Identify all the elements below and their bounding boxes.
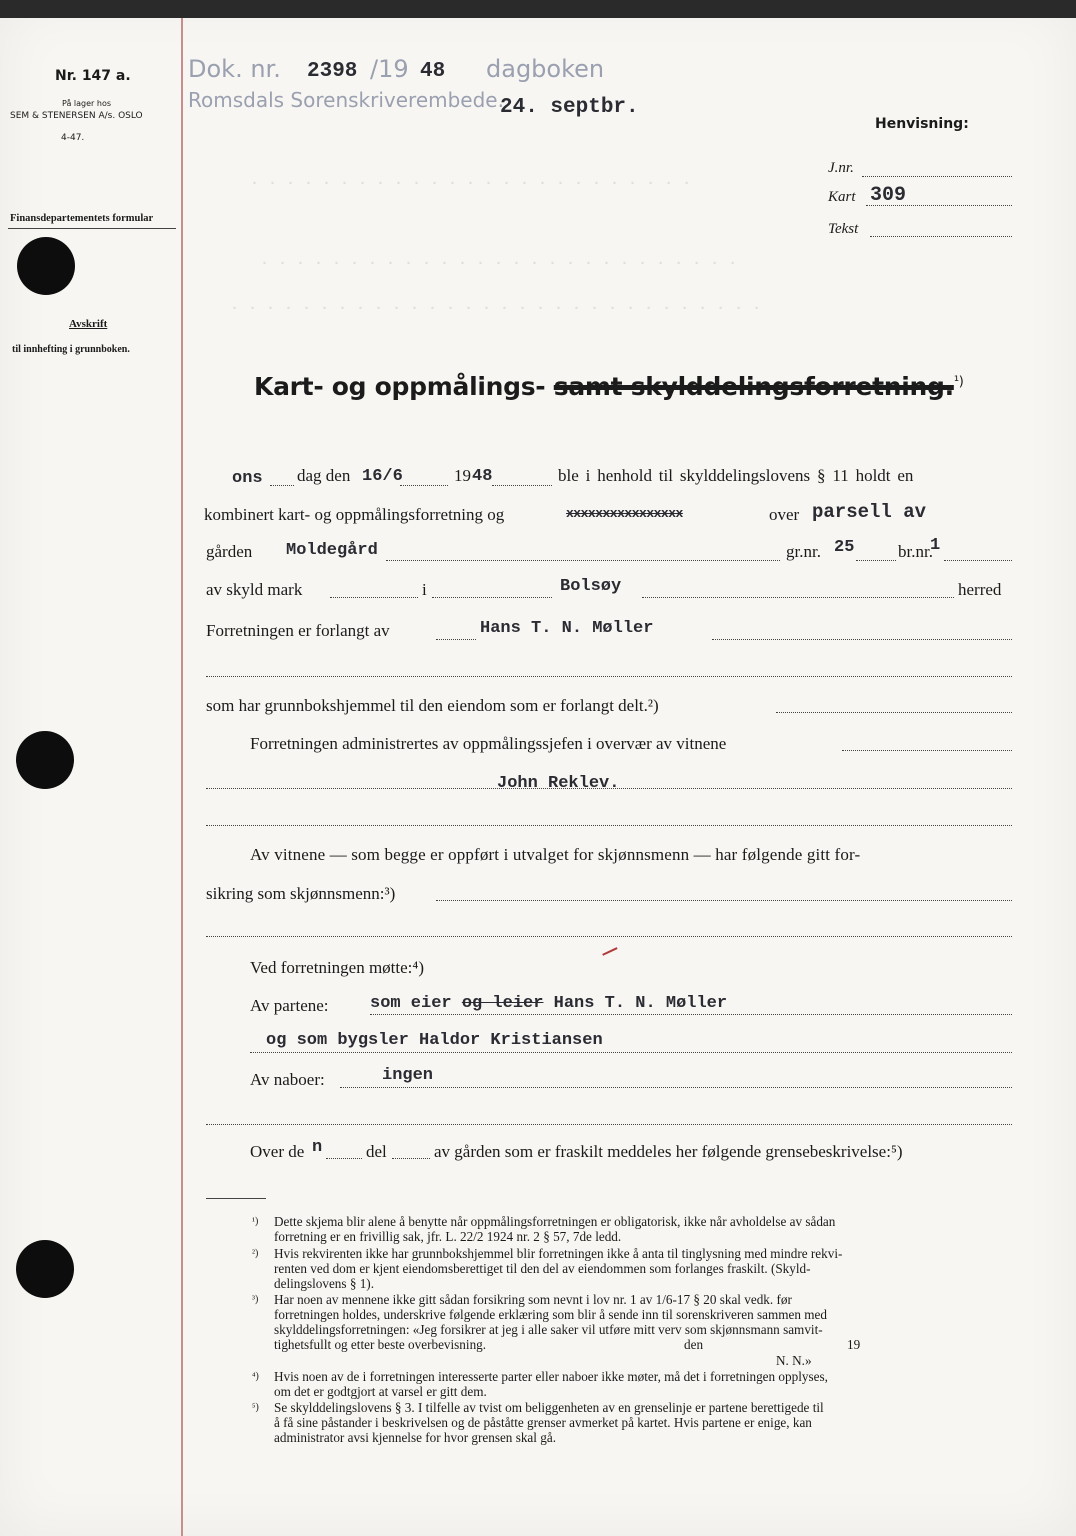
line10b-dots (206, 936, 1012, 937)
footnote-3-19: 19 (847, 1337, 861, 1352)
line12-text: Av partene: (250, 996, 329, 1015)
footnote-1-line-2: forretning er en frivillig sak, jfr. L. 22/2 1924 nr. 2 § 57, 7de ledd. (274, 1229, 622, 1244)
scan-top-edge (0, 0, 1076, 18)
line1-date-filled: 16/6 (362, 467, 403, 486)
line4-text-b: herred (958, 580, 1002, 599)
line10-text: sikring som skjønnsmenn:³) (206, 884, 396, 903)
line4-text-a: av skyld mark (206, 580, 303, 599)
jnr-line (862, 176, 1012, 177)
line8-witness: John Reklev. (497, 774, 620, 793)
line8b-dots (206, 825, 1012, 826)
footnote-5-mark: ⁵) (252, 1402, 259, 1413)
line15-text-a: Over de (250, 1142, 305, 1161)
line12-filled-struck: og leier (461, 994, 544, 1013)
publisher-date: 4-47. (61, 133, 85, 143)
line1-date-dots (400, 485, 448, 486)
footnote-5-line-1: Se skylddelingslovens § 3. I tilfelle av tvist om beliggenheten av en grenselinje er partene berettigede til (274, 1400, 824, 1415)
line6-text: som har grunnbokshjemmel til den eiendom som er forlangt delt.²) (206, 696, 659, 715)
footnote-3-line-2: forretningen holdes, underskrive følgende erklæring som blir å sende inn til sorenskriveren sammen med (274, 1307, 827, 1322)
stamp-doc-label: Dok. nr. (188, 55, 281, 83)
line1-year-dots (492, 485, 552, 486)
line1-day-filled: ons (232, 469, 263, 488)
title-footnote-mark: ¹) (953, 374, 964, 390)
line12-filled (370, 994, 727, 1013)
line2-text-b: over (769, 505, 800, 524)
stamp-doc-number: 2398 (307, 60, 358, 83)
line1-year-prefix: 19 (454, 466, 471, 485)
stamp-slash-year: /19 (370, 55, 409, 83)
line9-text: Av vitnene — som begge er oppført i utvalget for skjønnsmenn — har følgende gitt for- (250, 845, 861, 864)
line10-dots (436, 900, 1012, 901)
line1-day-dots (270, 485, 294, 486)
stamp-dagbok: dagboken (486, 55, 605, 83)
publisher-line-2: SEM & STENERSEN A/s. OSLO (10, 111, 143, 121)
margin-rule (181, 18, 183, 1536)
line12-filled-2: Hans T. N. Møller (553, 994, 728, 1013)
form-owner: Finansdepartementets formular (10, 213, 154, 224)
form-number: Nr. 147 a. (55, 68, 131, 84)
footnote-2-line-3: delingslovens § 1). (274, 1276, 374, 1291)
kart-label: Kart (828, 189, 856, 205)
line15-text-c: av gården som er fraskilt meddeles her følgende grensebeskrivelse:⁵) (434, 1142, 903, 1161)
line5b-dots (206, 676, 1012, 677)
footnote-5-line-2: å få sine påstander i beskrivelsen og de påståtte grenser avmerket på kartet. Hvis partene er enige, kan (274, 1415, 812, 1430)
line13-dots (250, 1052, 1012, 1053)
footnote-1-line-1: Dette skjema blir alene å benytte når oppmålingsforretningen er obligatorisk, ikke når avholdelse av sådan (274, 1214, 836, 1229)
line12-filled-1: som eier (370, 994, 452, 1013)
line3-grnr: 25 (834, 538, 855, 557)
line14-text: Av naboer: (250, 1070, 325, 1089)
stamp-date: 24. septbr. (500, 96, 639, 119)
footnote-4-line-2: om det er godtgjort at varsel er gitt dem. (274, 1384, 487, 1399)
footnote-4-mark: ⁴) (252, 1371, 259, 1382)
tekst-line (870, 236, 1012, 237)
footnote-2-mark: ²) (252, 1248, 259, 1259)
line15-dots-b (392, 1158, 430, 1159)
punch-hole-top (17, 237, 75, 295)
line3-farm-dots (386, 560, 780, 561)
kart-line (866, 205, 1012, 206)
line1-year-filled: 48 (472, 467, 493, 486)
footnote-5-line-3: administrator avsi kjennelse for hvor grensen skal gå. (274, 1430, 556, 1445)
footnote-4-line-1: Hvis noen av de i forretningen interesserte parter eller naboer ikke møter, må det i forretningen opplyses, (274, 1369, 828, 1384)
footnote-2-line-1: Hvis rekvirenten ikke har grunnbokshjemmel blir forretningen ikke å anta til tinglysning med mindre rekvi- (274, 1246, 843, 1261)
line3-brnr-label: br.nr. (898, 542, 933, 561)
pen-tick-mark (602, 947, 622, 965)
form-owner-rule (8, 228, 176, 229)
publisher-line-1: På lager hos (62, 99, 111, 108)
show-through-1: · · · · · · · · · · · · · · · · · · · · · · · · · (250, 175, 692, 192)
footnote-3-nn: N. N.» (776, 1353, 812, 1368)
line1-text-a: dag den (297, 466, 351, 485)
line2-text-a: kombinert kart- og oppmålingsforretning og (204, 505, 505, 524)
line13-filled: og som bygsler Haldor Kristiansen (266, 1031, 603, 1050)
stamp-year: 48 (420, 60, 446, 83)
copy-note: til innhefting i grunnboken. (12, 344, 130, 355)
line4-mark-dots (330, 597, 418, 598)
punch-hole-middle (16, 731, 74, 789)
line6-dots (776, 712, 1012, 713)
line3-brnr: 1 (930, 536, 941, 555)
show-through-2: · · · · · · · · · · · · · · · · · · · · · · · · · · · (260, 255, 738, 272)
line12-dots (370, 1014, 1012, 1015)
line14-dots (340, 1087, 1012, 1088)
line5-dots-a (436, 639, 476, 640)
show-through-3: · · · · · · · · · · · · · · · · · · · · · · · · · · · · · · (230, 300, 762, 317)
line3-grnr-label: gr.nr. (786, 542, 821, 561)
line2-filled: parsell av (812, 501, 927, 523)
punch-hole-bottom (16, 1240, 74, 1298)
line15-dots-a (326, 1158, 362, 1159)
line14-filled: ingen (382, 1066, 434, 1085)
footnote-1-mark: ¹) (252, 1216, 259, 1227)
line15-text-b: del (366, 1142, 387, 1161)
footnote-3-mark: ³) (252, 1294, 259, 1305)
title-struck: samt skylddelingsforretning. (553, 372, 954, 401)
line5-dots-b (712, 639, 1012, 640)
line1-text-b: ble i henhold til skylddelingslovens § 11 holdt en (558, 466, 914, 485)
tekst-label: Tekst (828, 221, 859, 237)
line4-place-dots (642, 597, 954, 598)
kart-value: 309 (870, 184, 907, 207)
jnr-label: J.nr. (828, 160, 854, 176)
line2-struck: xxxxxxxxxxxxxxxx (566, 506, 683, 521)
line5-name: Hans T. N. Møller (480, 619, 654, 638)
line3-brnr-dots (944, 560, 1012, 561)
line7-dots (842, 750, 1012, 751)
footnote-3-line-1: Har noen av mennene ikke gitt sådan forsikring som nevnt i lov nr. 1 av 1/6-17 § 20 skal vedk. før (274, 1292, 792, 1307)
line4-i: i (422, 580, 427, 599)
line4-i-dots (432, 597, 552, 598)
line8-dots (206, 788, 1012, 789)
footnote-rule (206, 1198, 266, 1199)
line5-text-a: Forretningen er forlangt av (206, 621, 390, 640)
line3-text-a: gården (206, 542, 253, 561)
title-main: Kart- og oppmålings- (254, 372, 546, 401)
line14b-dots (206, 1124, 1012, 1125)
footnote-3-line-3: skylddelingsforretningen: «Jeg forsikrer at jeg i alle saker vil utføre mitt verv som skjønnsmann samvit- (274, 1322, 823, 1337)
line4-place: Bolsøy (560, 577, 622, 596)
footnote-2-line-2: renten ved dom er kjent eiendomsberettiget til den del av eiendommen som forlanges fraskilt. (Skyld- (274, 1261, 811, 1276)
line3-farm: Moldegård (286, 541, 378, 560)
reference-heading: Henvisning: (875, 116, 969, 132)
line3-grnr-dots (856, 560, 896, 561)
document-title (254, 372, 964, 401)
line7-text: Forretningen administrertes av oppmålingssjefen i overvær av vitnene (250, 734, 727, 753)
line15-filled: n (312, 1138, 323, 1157)
line11-text: Ved forretningen møtte:⁴) (250, 958, 424, 977)
copy-label: Avskrift (69, 318, 108, 330)
footnote-3-line-4: tighetsfullt og etter beste overbevisning. (274, 1337, 487, 1352)
footnote-3-den: den (684, 1337, 704, 1352)
stamp-office: Romsdals Sorenskriverembede. (188, 88, 504, 112)
